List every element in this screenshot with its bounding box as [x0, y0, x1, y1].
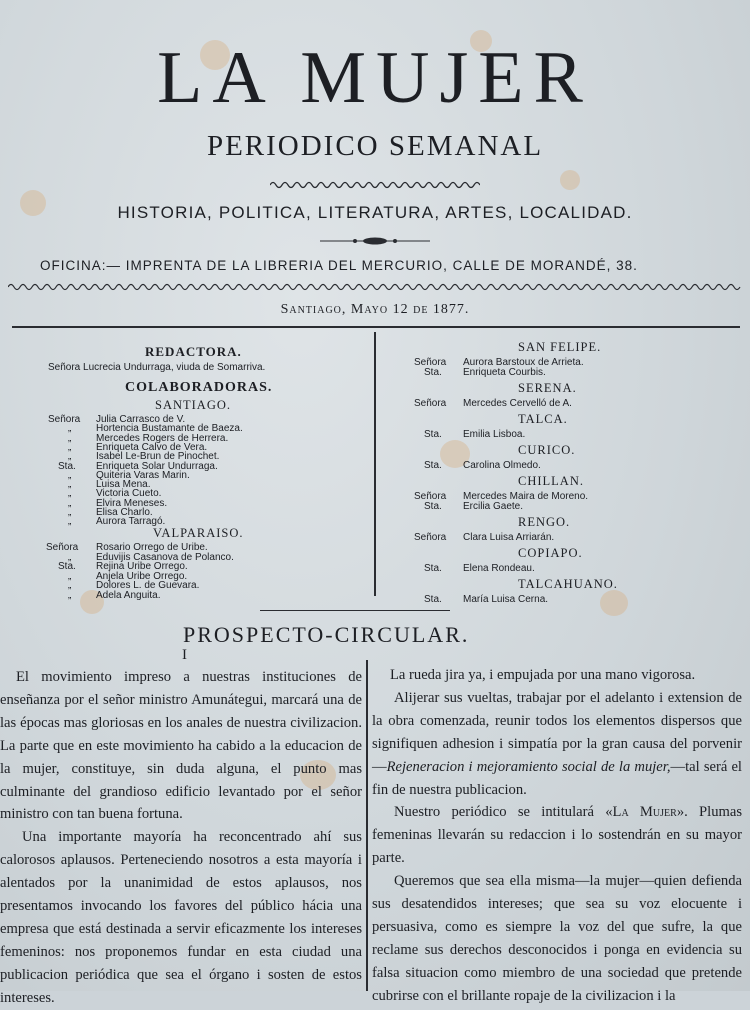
member-name: Mercedes Cervelló de A. — [463, 397, 572, 409]
member-name: Emilia Lisboa. — [463, 428, 526, 440]
member-name: Enriqueta Calvo de Vera. — [96, 441, 208, 453]
province-heading: SAN FELIPE. — [518, 340, 602, 354]
member-name: Adela Anguita. — [96, 589, 161, 601]
article-text: Alijerar sus vueltas, trabajar por el adelanto i extension de la obra comenzada, reunir todos los elementos dispersos que signifiquen adhesion i simpatía por la gran causa del porvenir— — [372, 689, 742, 775]
member-title: „ — [68, 479, 72, 491]
member-name: Enriqueta Solar Undurraga. — [96, 460, 218, 472]
redactora-line: Señora Lucrecia Undurraga, viuda de Somarriva. — [48, 362, 266, 373]
member-name: Rejina Uribe Orrego. — [96, 561, 188, 572]
member-title: Sta. — [424, 562, 442, 574]
member-title: Sta. — [58, 460, 76, 472]
article-italic-text: Rejeneracion i mejoramiento social de la mujer, — [386, 758, 671, 775]
member-title: „ — [68, 589, 72, 601]
province-heading: CURICO. — [518, 442, 576, 457]
article-text: Nuestro periódico se intitulará « — [394, 804, 613, 821]
article-text: —tal será el fin de nuestra publicacion. — [372, 758, 742, 798]
member-name: Clara Luisa Arriarán. — [463, 531, 555, 543]
member-name: Julia Carrasco de V. — [96, 414, 186, 425]
article-paragraph: Una importante mayoría ha reconcentrado ahí sus calorosos aplausos. Perteneciendo nosotros a esta mayoría i alentados por la unanimidad de estos aplausos, nos presentamos invocando los favores del público hácia una empresa que está destinada a servir eficazmente los intereses femeninos: nos proponemos fundar en esta ciudad una publicacion periódica que sea el órgano i sosten de estos intereses. — [0, 829, 362, 1006]
member-name: Anjela Uribe Orrego. — [96, 570, 188, 582]
member-title: „ — [68, 469, 72, 481]
member-title: Sta. — [424, 459, 442, 471]
article-heading: PROSPECTO-CIRCULAR. — [183, 622, 470, 647]
province-heading: RENGO. — [518, 514, 571, 529]
province-heading: CHILLAN. — [518, 474, 584, 488]
member-title: Señora — [414, 531, 447, 543]
member-title: „ — [68, 441, 72, 453]
member-title: Sta. — [424, 366, 442, 378]
member-title: Sta. — [424, 593, 442, 605]
colaboradoras-heading: COLABORADORAS. — [125, 380, 273, 395]
province-heading: SERENA. — [518, 380, 577, 395]
member-title: Señora — [414, 491, 447, 502]
wavy-divider — [270, 180, 480, 190]
member-name: Eduvijis Casanova de Polanco. — [96, 551, 234, 563]
article-text: ». Plumas femeninas llevarán su redaccion i lo sostendrán en su mayor parte. — [372, 804, 743, 867]
province-heading: COPIAPO. — [518, 545, 583, 560]
newspaper-name: La Mujer — [612, 804, 677, 821]
foxing-stain — [600, 590, 628, 616]
wavy-rule — [8, 282, 742, 292]
ornament-divider — [320, 235, 430, 247]
member-name: Hortencia Bustamante de Baeza. — [96, 423, 243, 435]
member-name: Victoria Cueto. — [96, 488, 162, 500]
redactora-heading: REDACTORA. — [145, 344, 242, 359]
newspaper-title: LA MUJER — [157, 37, 593, 119]
member-title: „ — [68, 570, 72, 582]
member-title: „ — [68, 580, 72, 591]
member-title: Sta. — [424, 428, 442, 440]
member-title: Señora — [414, 397, 447, 409]
article-paragraph — [372, 687, 742, 802]
member-name: Ercilia Gaete. — [463, 500, 524, 512]
member-name: Aurora Tarragó. — [96, 516, 166, 528]
article-rule — [260, 610, 450, 611]
member-name: Enriqueta Courbis. — [463, 366, 546, 378]
member-name: Dolores L. de Guevara. — [96, 580, 200, 591]
member-name: Elisa Charlo. — [96, 507, 153, 518]
article-right-column — [372, 664, 742, 1008]
valparaiso-heading: VALPARAISO. — [153, 526, 244, 540]
section-number: I — [182, 647, 187, 663]
member-title: „ — [68, 551, 72, 563]
province-heading: TALCA. — [518, 411, 568, 426]
member-name: Aurora Barstoux de Arrieta. — [463, 357, 584, 368]
member-title: Sta. — [58, 561, 76, 572]
article-paragraph: El movimiento impreso a nuestras instituciones de enseñanza por el señor ministro Amunátegui, marcará una de las épocas mas gloriosas en los anales de nuestra civilizacion. La parte que en este movimiento ha cabido a la educacion de la mujer, constituye, sin duda alguna, el punto mas culminante del grandioso edificio levantado por el señor ministro con tan buena fortuna. — [0, 669, 362, 823]
member-name: Isabel Le-Brun de Pinochet. — [96, 451, 220, 463]
member-title: Señora — [46, 542, 79, 553]
member-name: Quiteria Varas Marin. — [96, 469, 190, 481]
office-address: OFICINA:— IMPRENTA DE LA LIBRERIA DEL MERCURIO, CALLE DE MORANDÉ, 38. — [40, 258, 638, 273]
member-title: „ — [68, 497, 72, 509]
newspaper-subtitle: PERIODICO SEMANAL — [206, 130, 544, 162]
member-title: Sta. — [424, 500, 442, 512]
column-divider — [374, 332, 376, 596]
article-paragraph — [372, 801, 742, 870]
member-title: „ — [68, 488, 72, 500]
date-rule — [12, 326, 740, 328]
foxing-stain — [560, 170, 580, 190]
member-title: „ — [68, 507, 72, 518]
topics-line: HISTORIA, POLITICA, LITERATURA, ARTES, LOCALIDAD. — [117, 203, 633, 222]
article-column-divider — [366, 660, 368, 991]
member-title: „ — [68, 451, 72, 463]
member-name: Mercedes Maira de Moreno. — [463, 491, 589, 502]
santiago-heading: SANTIAGO. — [155, 398, 232, 412]
member-title: „ — [68, 423, 72, 435]
article-paragraph: La rueda jira ya, i empujada por una mano vigorosa. — [390, 667, 696, 683]
province-heading: TALCAHUANO. — [518, 576, 618, 591]
member-title: „ — [68, 432, 72, 444]
member-name: Luisa Mena. — [96, 479, 151, 491]
article-left-column — [0, 666, 362, 1010]
member-name: Elvira Meneses. — [96, 497, 168, 509]
article-paragraph: Queremos que sea ella misma—la mujer—quien defienda sus desatendidos intereses; que sea su voz elocuente i persuasiva, como es siempre la voz del que sufre, la que reclame sus derechos desconocidos i ponga en evidencia su falsa situacion como miembro de una sociedad que pretende cubrirse con el brillante ropaje de la civilizacion i la — [372, 873, 742, 1004]
member-title: Señora — [414, 357, 447, 368]
member-name: María Luisa Cerna. — [463, 593, 549, 605]
member-title: Señora — [48, 414, 81, 425]
member-name: Rosario Orrego de Uribe. — [96, 542, 208, 553]
member-name: Carolina Olmedo. — [463, 459, 541, 471]
member-name: Mercedes Rogers de Herrera. — [96, 432, 229, 444]
issue-date: Santiago, Mayo 12 de 1877. — [280, 302, 470, 317]
member-title: „ — [68, 516, 72, 528]
member-name: Elena Rondeau. — [463, 562, 535, 574]
